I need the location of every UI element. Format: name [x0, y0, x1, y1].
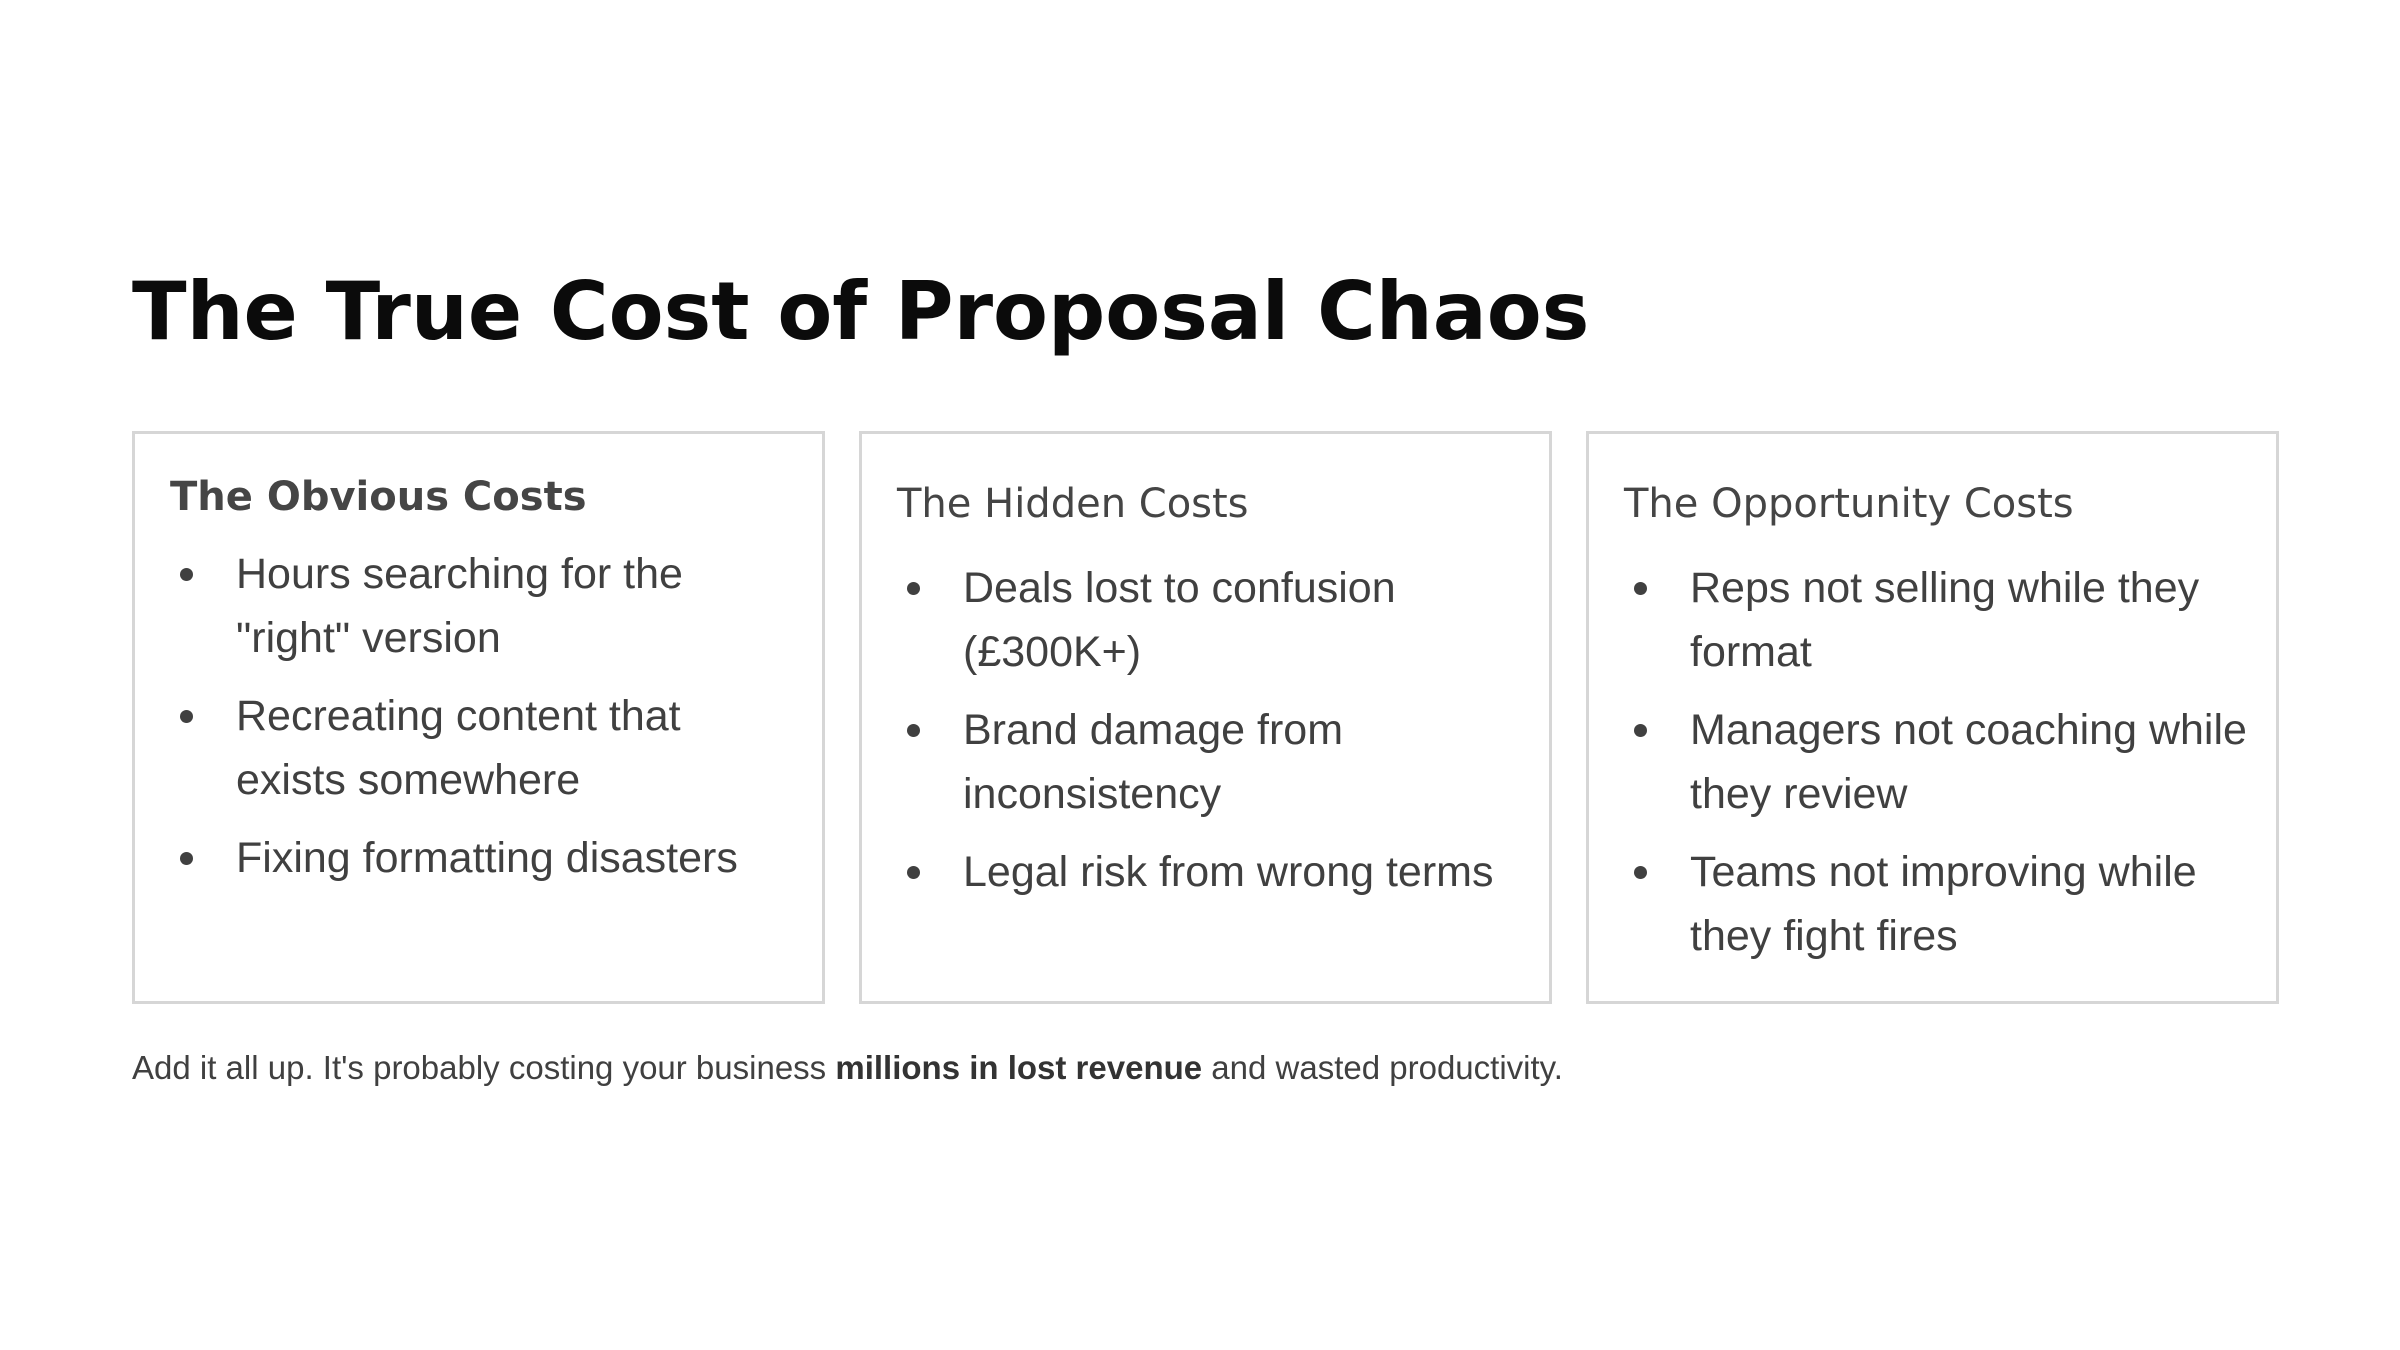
bullet-icon: [1634, 866, 1647, 879]
slide-title: The True Cost of Proposal Chaos: [132, 265, 1590, 358]
list-item: [170, 542, 802, 670]
bullet-icon: [907, 724, 920, 737]
bullet-icon: [180, 852, 193, 865]
list-item-text: Deals lost to confusion (£300K+): [963, 564, 1396, 676]
list-item: [1624, 556, 2256, 684]
list-item-text: Recreating content that exists somewhere: [236, 692, 681, 804]
list-item-text: Managers not coaching while they review: [1690, 706, 2247, 818]
card-heading: The Hidden Costs: [897, 481, 1249, 527]
card-bullet-list: [897, 556, 1529, 918]
card-heading: The Opportunity Costs: [1624, 481, 2074, 527]
list-item-text: Hours searching for the "right" version: [236, 550, 683, 662]
list-item: [897, 556, 1529, 684]
list-item-text: Teams not improving while they fight fires: [1690, 848, 2197, 960]
summary-tail: and wasted productivity.: [1202, 1049, 1563, 1086]
card-opportunity-costs: [1586, 431, 2279, 1004]
summary-emphasis: millions in lost revenue: [835, 1049, 1203, 1086]
bullet-icon: [907, 866, 920, 879]
list-item: [170, 826, 802, 890]
list-item: [1624, 698, 2256, 826]
card-hidden-costs: [859, 431, 1552, 1004]
bullet-icon: [180, 710, 193, 723]
card-bullet-list: [1624, 556, 2256, 982]
card-obvious-costs: [132, 431, 825, 1004]
card-bullet-list: [170, 542, 802, 904]
list-item-text: Fixing formatting disasters: [236, 834, 738, 882]
bullet-icon: [1634, 724, 1647, 737]
list-item: [897, 840, 1529, 904]
list-item-text: Brand damage from inconsistency: [963, 706, 1344, 818]
bullet-icon: [180, 568, 193, 581]
summary-text: [132, 1044, 1563, 1092]
bullet-icon: [1634, 582, 1647, 595]
list-item: [170, 684, 802, 812]
list-item: [1624, 840, 2256, 968]
bullet-icon: [907, 582, 920, 595]
summary-lead: Add it all up. It's probably costing your business: [132, 1049, 836, 1086]
cost-cards: [132, 431, 2282, 1004]
list-item-text: Legal risk from wrong terms: [963, 848, 1494, 896]
list-item-text: Reps not selling while they format: [1690, 564, 2200, 676]
list-item: [897, 698, 1529, 826]
card-heading: The Obvious Costs: [170, 474, 587, 520]
